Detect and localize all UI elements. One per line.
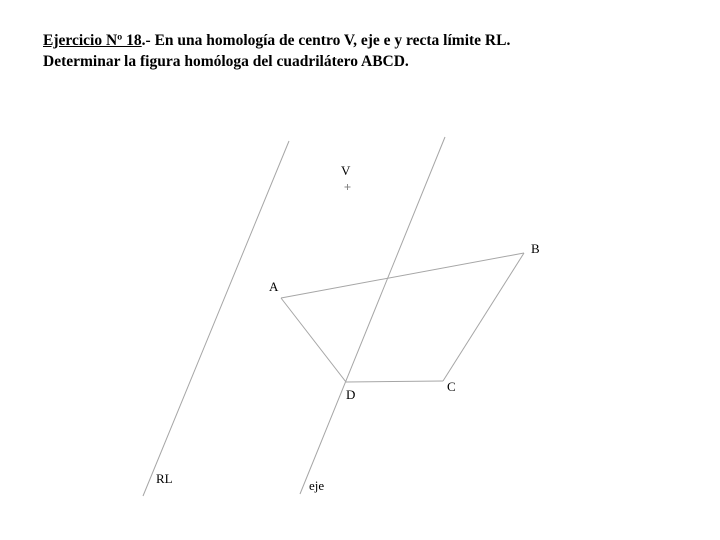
label-center-v: V [341,163,351,178]
segment-cd [346,381,443,382]
segment-ab [281,253,524,298]
statement-line-2: Determinar la figura homóloga del cuadrilátero ABCD. [43,53,409,70]
label-point-d: D [346,387,356,402]
limit-line-rl [143,141,289,496]
label-point-a: A [269,279,279,294]
label-point-b: B [531,241,540,256]
segment-da [281,298,346,382]
segment-bc [443,253,524,381]
label-limit-line-rl: RL [156,471,173,486]
axis-line-eje [300,137,445,494]
exercise-number: Ejercicio Nº 18 [43,32,142,49]
label-point-c: C [447,379,456,394]
center-v-mark [345,184,351,190]
statement-text-1: .- En una homología de centro V, eje e y recta límite RL. [141,32,511,49]
label-axis-eje: eje [309,478,325,493]
